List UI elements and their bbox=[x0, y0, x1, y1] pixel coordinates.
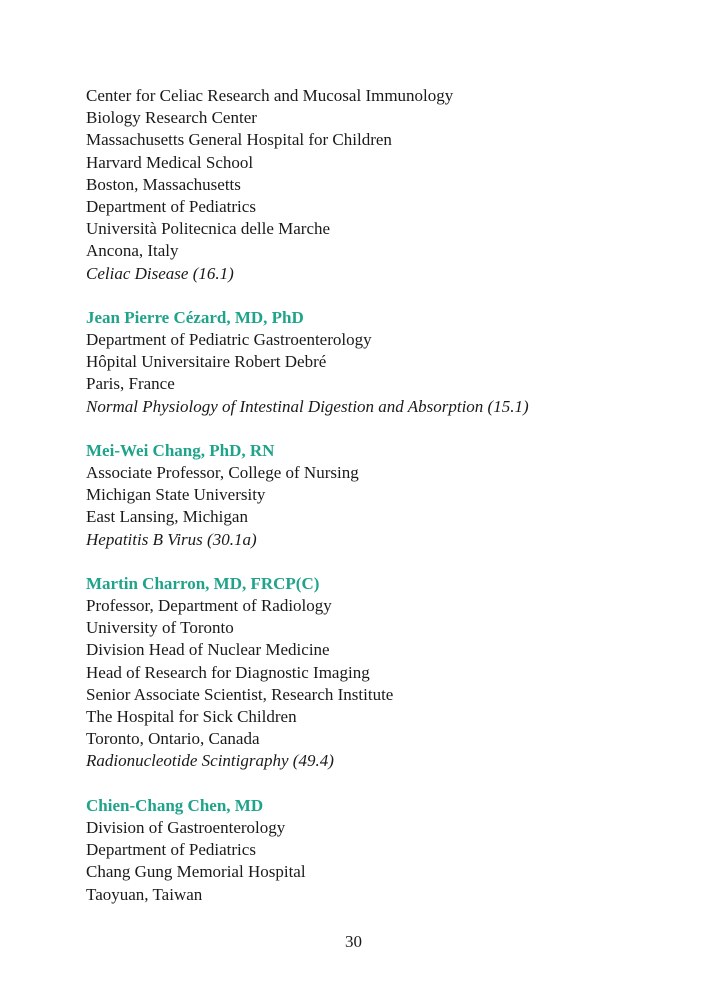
contributor-entry bbox=[86, 307, 676, 418]
affiliation-line: Paris, France bbox=[86, 374, 175, 394]
affiliation-line: Division of Gastroenterology bbox=[86, 817, 286, 837]
affiliation-line: Hôpital Universitaire Robert Debré bbox=[86, 352, 327, 372]
affiliation-line: Head of Research for Diagnostic Imaging bbox=[86, 662, 370, 682]
affiliation-line: University of Toronto bbox=[86, 618, 234, 638]
affiliation-line: The Hospital for Sick Children bbox=[86, 707, 297, 727]
affiliation-line: Massachusetts General Hospital for Children bbox=[86, 130, 392, 150]
affiliation-line: Harvard Medical School bbox=[86, 152, 254, 172]
affiliation-line: Toronto, Ontario, Canada bbox=[86, 729, 260, 749]
affiliation-line: Division Head of Nuclear Medicine bbox=[86, 640, 330, 660]
affiliation-line: Biology Research Center bbox=[86, 108, 257, 128]
affiliation-line: East Lansing, Michigan bbox=[86, 507, 248, 527]
contributor-name: Chien-Chang Chen, MD bbox=[86, 795, 264, 815]
affiliation-line: Associate Professor, College of Nursing bbox=[86, 463, 359, 483]
affiliation-line: Ancona, Italy bbox=[86, 241, 179, 261]
affiliation-line: Department of Pediatrics bbox=[86, 840, 256, 860]
contributor-name: Mei-Wei Chang, PhD, RN bbox=[86, 440, 275, 460]
affiliation-line: Senior Associate Scientist, Research Institute bbox=[86, 684, 394, 704]
contributor-entry bbox=[86, 440, 676, 551]
contributor-entry bbox=[86, 573, 676, 773]
affiliation-line: Department of Pediatric Gastroenterology bbox=[86, 330, 372, 350]
chapter-reference: Hepatitis B Virus (30.1a) bbox=[86, 529, 257, 549]
contributors-list bbox=[86, 85, 676, 928]
affiliation-line: Center for Celiac Research and Mucosal Immunology bbox=[86, 86, 454, 105]
affiliation-line: Taoyuan, Taiwan bbox=[86, 884, 203, 904]
affiliation-line: Michigan State University bbox=[86, 485, 266, 505]
page-number: 30 bbox=[345, 932, 362, 951]
affiliation-line: Boston, Massachusetts bbox=[86, 174, 241, 194]
affiliation-line: Chang Gung Memorial Hospital bbox=[86, 862, 306, 882]
chapter-reference: Radionucleotide Scintigraphy (49.4) bbox=[86, 751, 334, 771]
affiliation-line: Professor, Department of Radiology bbox=[86, 596, 332, 616]
contributor-name: Jean Pierre Cézard, MD, PhD bbox=[86, 307, 304, 327]
contributor-name: Martin Charron, MD, FRCP(C) bbox=[86, 573, 320, 593]
affiliation-line: Department of Pediatrics bbox=[86, 197, 256, 217]
contributor-entry-continued bbox=[86, 85, 676, 285]
chapter-reference: Normal Physiology of Intestinal Digestion and Absorption (15.1) bbox=[86, 396, 529, 416]
contributor-entry bbox=[86, 795, 676, 906]
affiliation-line: Università Politecnica delle Marche bbox=[86, 219, 331, 239]
chapter-reference: Celiac Disease (16.1) bbox=[86, 263, 234, 283]
